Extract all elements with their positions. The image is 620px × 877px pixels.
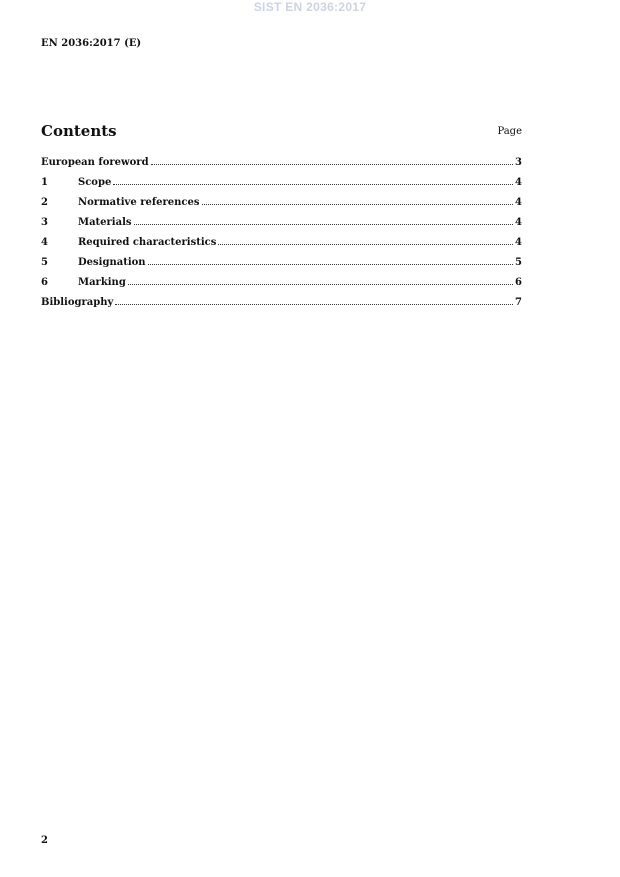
dot-leader [128, 283, 513, 285]
page-number: 2 [41, 835, 48, 846]
toc-entry-number: 1 [41, 177, 48, 188]
toc-entry-bibliography[interactable] [41, 296, 522, 316]
toc-entry-page: 4 [515, 197, 522, 208]
toc-entry-page: 4 [515, 177, 522, 188]
dot-leader [113, 183, 513, 185]
toc-entry-title: Designation [78, 257, 146, 268]
toc-entry-title: Marking [78, 277, 126, 288]
toc-entry-european-foreword[interactable] [41, 156, 522, 176]
toc-entry-number: 2 [41, 197, 48, 208]
toc-entry-scope[interactable] [41, 176, 522, 196]
toc-entry-page: 3 [515, 157, 522, 168]
toc-entry-number: 5 [41, 257, 48, 268]
dot-leader [134, 223, 514, 225]
toc-entry-designation[interactable] [41, 256, 522, 276]
toc-entry-title: Normative references [78, 197, 200, 208]
dot-leader [218, 243, 513, 245]
toc-entry-number: 6 [41, 277, 48, 288]
document-id: EN 2036:2017 (E) [41, 38, 142, 49]
contents-heading: Contents [41, 122, 117, 140]
toc-entry-marking[interactable] [41, 276, 522, 296]
dot-leader [115, 303, 513, 305]
table-of-contents [41, 156, 522, 316]
toc-entry-required-characteristics[interactable] [41, 236, 522, 256]
toc-entry-page: 7 [515, 297, 522, 308]
toc-entry-title: European foreword [41, 157, 149, 168]
dot-leader [202, 203, 514, 205]
toc-entry-page: 4 [515, 217, 522, 228]
toc-entry-page: 6 [515, 277, 522, 288]
dot-leader [148, 263, 513, 265]
toc-entry-title: Required characteristics [78, 237, 217, 248]
watermark: SIST EN 2036:2017 [253, 0, 367, 14]
toc-entry-title: Materials [78, 217, 132, 228]
toc-entry-materials[interactable] [41, 216, 522, 236]
toc-entry-title: Bibliography [41, 297, 114, 308]
toc-entry-page: 4 [515, 237, 522, 248]
toc-entry-title: Scope [78, 177, 112, 188]
toc-entry-page: 5 [515, 257, 522, 268]
dot-leader [151, 163, 513, 165]
toc-entry-normative-references[interactable] [41, 196, 522, 216]
toc-entry-number: 3 [41, 217, 48, 228]
page-column-label: Page [497, 126, 522, 137]
toc-entry-number: 4 [41, 237, 48, 248]
